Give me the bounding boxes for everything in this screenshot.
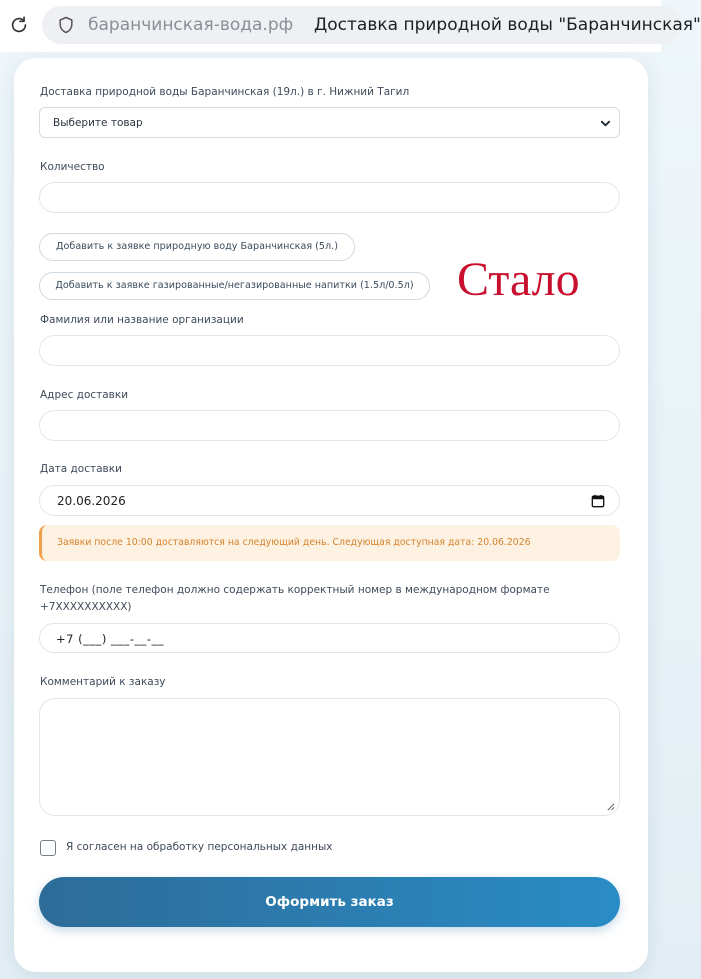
date-notice-text: Заявки после 10:00 доставляются на следующий день. Следующая доступная дата: 20.06.2026 — [57, 537, 531, 548]
shield-icon[interactable] — [56, 15, 76, 35]
browser-toolbar — [0, 0, 701, 52]
calendar-icon[interactable] — [591, 494, 605, 508]
date-value: 20.06.2026 — [57, 494, 126, 508]
comment-label: Комментарий к заказу — [40, 676, 166, 688]
chevron-down-icon — [600, 118, 611, 129]
product-select[interactable] — [39, 107, 620, 138]
date-notice — [39, 525, 620, 561]
consent-label: Я согласен на обработку персональных данных — [66, 841, 333, 853]
name-label: Фамилия или название организации — [40, 314, 244, 326]
name-input[interactable] — [39, 335, 620, 366]
quantity-input[interactable] — [39, 182, 620, 213]
phone-label-line2: +7XXXXXXXXXX) — [40, 601, 132, 613]
url-domain: баранчинская-вода.рф — [88, 15, 294, 35]
phone-label-line1: Телефон (поле телефон должно содержать корректный номер в международном формате — [40, 584, 550, 596]
address-bar[interactable] — [42, 6, 701, 44]
stamp-annotation: Стало — [457, 253, 580, 306]
product-label: Доставка природной воды Баранчинская (19л.) в г. Нижний Тагил — [40, 86, 410, 98]
phone-value: +7 (___) ___-__-__ — [56, 632, 165, 646]
comment-textarea[interactable] — [39, 698, 620, 816]
add-drinks-button[interactable]: Добавить к заявке газированные/негазированные напитки (1.5л/0.5л) — [39, 272, 430, 300]
address-input[interactable] — [39, 410, 620, 441]
quantity-label: Количество — [40, 161, 105, 173]
reload-icon[interactable] — [8, 14, 30, 36]
submit-order-button[interactable]: Оформить заказ — [39, 877, 620, 927]
product-select-value: Выберите товар — [53, 117, 143, 129]
phone-input[interactable] — [39, 623, 620, 653]
consent-checkbox[interactable] — [40, 840, 56, 856]
address-label: Адрес доставки — [40, 389, 129, 401]
page-title: Доставка природной воды "Баранчинская" — [314, 15, 701, 35]
date-input[interactable] — [39, 485, 620, 516]
add-5l-water-button[interactable]: Добавить к заявке природную воду Баранчинская (5л.) — [39, 233, 355, 261]
date-label: Дата доставки — [40, 463, 122, 475]
resize-handle-icon[interactable] — [606, 802, 615, 811]
